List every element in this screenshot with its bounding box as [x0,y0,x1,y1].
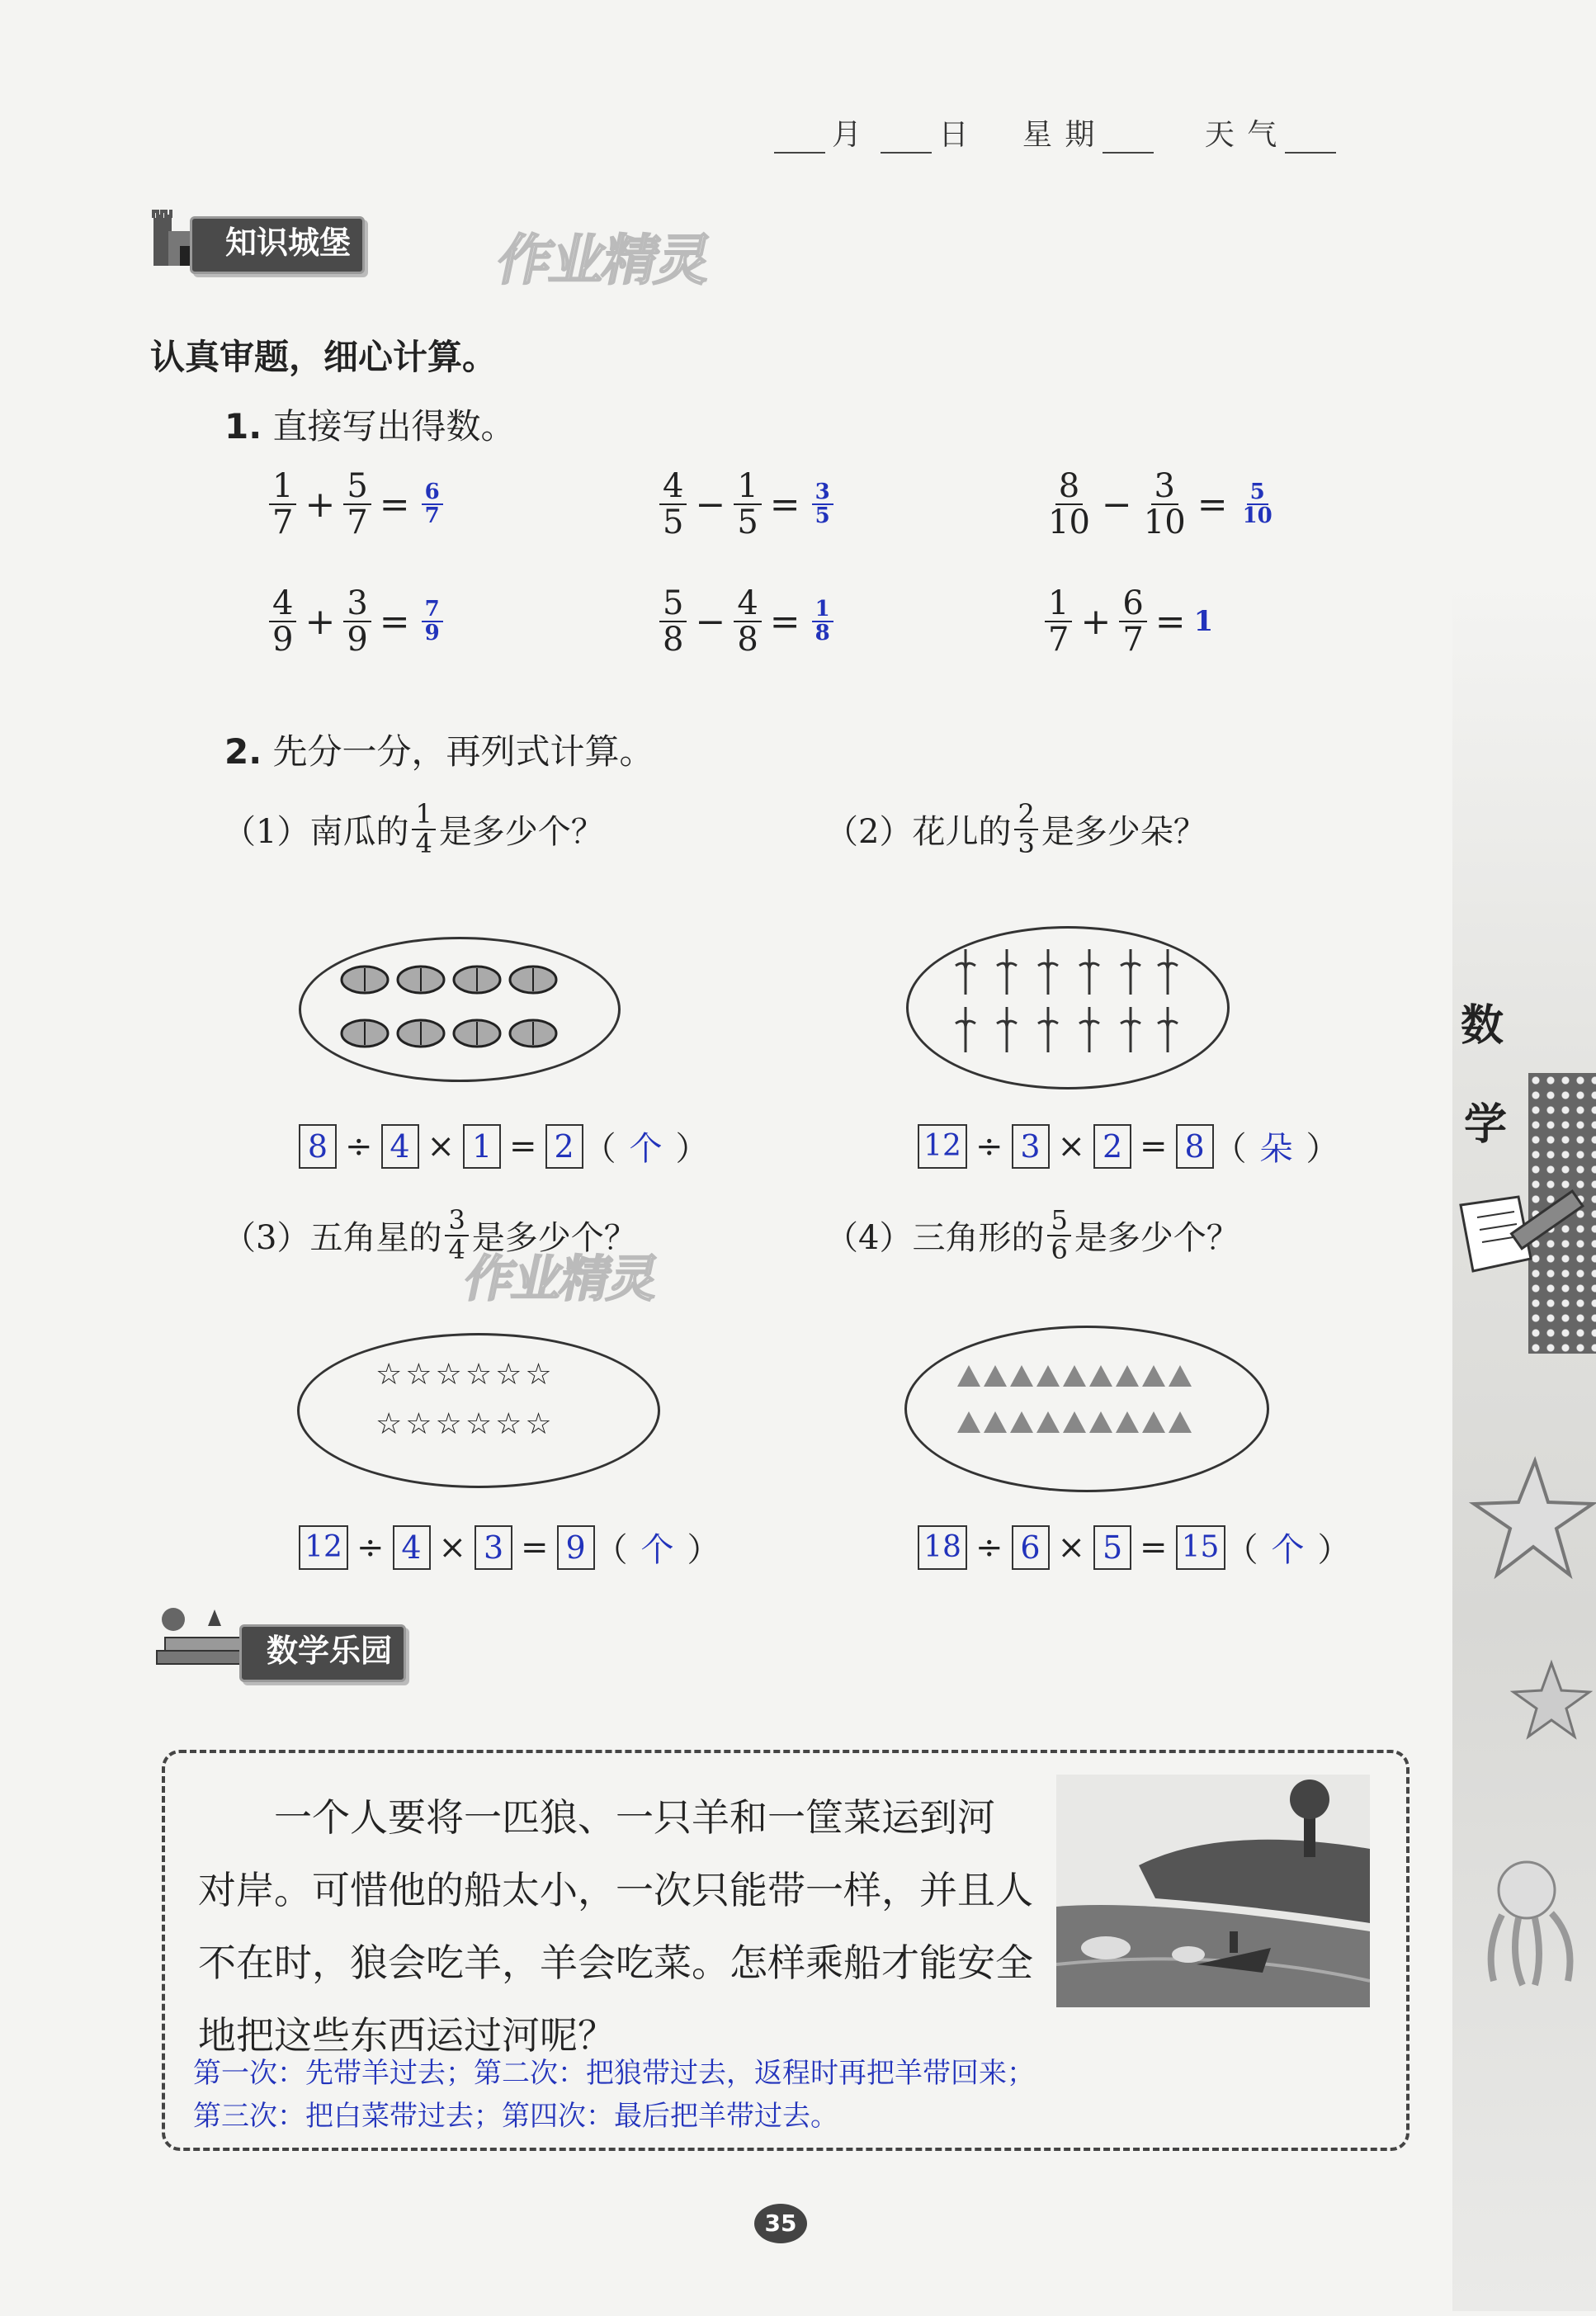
answer-box[interactable]: 5 [1093,1525,1131,1570]
star-row-2: ☆☆☆☆☆☆ [375,1407,555,1441]
answer-box[interactable]: 3 [1012,1124,1050,1169]
fraction: $\frac{3}{10}$ [1143,467,1186,541]
side-title-2: 学 [1464,1100,1508,1150]
solution-line-2: 第三次：把白菜带过去；第四次：最后把羊带过去。 [193,2100,838,2133]
question-1-text: 直接写出得数。 [272,406,516,447]
subquestion-1: （1）南瓜的 $\frac{1}{4}$ 是多少个？ [223,798,604,859]
answer: $\frac{7}{9}$ [418,598,446,645]
equation: $\frac{4}{9}$ + $\frac{3}{9}$ = $\frac{7}{9}$ [266,586,446,657]
subquestion-3: （3）五角星的 $\frac{3}{4}$ 是多少个？ [223,1204,637,1265]
answer: $\frac{1}{8}$ [809,598,837,645]
answer-box[interactable]: 8 [1176,1124,1214,1169]
side-decoration [1452,578,1596,2311]
expression-1: 8 ÷ 4 × 1 = 2 （ 个 ） [299,1123,709,1170]
question-2-number: 2. [224,731,262,772]
answer-whole: 1 [1193,605,1214,638]
fraction: $\frac{5}{7}$ [343,469,371,540]
pumpkin-icons [338,953,586,1061]
equation: $\frac{1}{7}$ + $\frac{5}{7}$ = $\frac{6}{7}$ [266,469,446,540]
date-weather-line [767,111,1343,154]
weather-label: 天 气 [1204,118,1279,152]
expression-4: 18 ÷ 6 × 5 = 15 （ 个 ） [918,1524,1351,1571]
answer-box[interactable]: 15 [1176,1525,1225,1570]
answer-box[interactable]: 8 [299,1124,337,1169]
fraction: $\frac{4}{5}$ [659,469,687,540]
unit: 个 [629,1130,663,1168]
answer-box[interactable]: 12 [918,1124,967,1169]
equation: $\frac{5}{8}$ − $\frac{4}{8}$ = $\frac{1}{8}$ [656,586,837,657]
answer-box[interactable]: 3 [475,1525,512,1570]
side-title-1: 数 [1461,1001,1504,1051]
unit: 朵 [1259,1130,1293,1168]
triangle-icons [957,1362,1221,1444]
unit: 个 [640,1531,674,1569]
river-illustration [1056,1775,1370,2007]
equation: $\frac{8}{10}$ − $\frac{3}{10}$ = $\frac{5}{10}$ [1041,469,1279,540]
answer-box[interactable]: 2 [545,1124,583,1169]
solution-text [193,2052,1365,2138]
page-number: 35 [754,2204,807,2243]
answer-box[interactable]: 12 [299,1525,348,1570]
flower-icons [949,941,1188,1065]
equation: $\frac{4}{5}$ − $\frac{1}{5}$ = $\frac{3}{5}$ [656,469,837,540]
fraction: $\frac{4}{9}$ [269,586,296,657]
expression-2: 12 ÷ 3 × 2 = 8 （ 朵 ） [918,1123,1339,1170]
question-1-title [224,399,516,449]
answer-box[interactable]: 9 [557,1525,595,1570]
answer-box[interactable]: 18 [918,1525,967,1570]
story-line-3: 不在时，狼会吃羊，羊会吃菜。怎样乘船才能安全 [198,1940,1033,1985]
subquestion-4: （4）三角形的 $\frac{5}{6}$ 是多少个？ [825,1204,1239,1265]
story-line-4: 地把这些东西运过河呢？ [198,2013,616,2058]
solution-line-1: 第一次：先带羊过去；第二次：把狼带过去，返程时再把羊带回来； [193,2057,1035,2090]
answer: $\frac{5}{10}$ [1242,479,1273,528]
answer-box[interactable]: 1 [463,1124,501,1169]
answer: $\frac{3}{5}$ [809,481,837,528]
equation: $\frac{1}{7}$ + $\frac{6}{7}$ = 1 [1041,586,1213,657]
section-banner-knowledge: 知识城堡 [190,216,365,274]
fraction: $\frac{3}{9}$ [343,586,371,657]
fraction: $\frac{5}{8}$ [659,586,687,657]
story-text [198,1781,1040,2072]
fraction: $\frac{1}{7}$ [1045,586,1072,657]
fraction: $\frac{8}{10}$ [1048,467,1090,541]
question-1-number: 1. [224,406,262,447]
section-banner-math-park: 数学乐园 [239,1624,406,1682]
starfish-icon [1469,1453,1596,1585]
expression-3: 12 ÷ 4 × 3 = 9 （ 个 ） [299,1524,720,1571]
fraction: $\frac{6}{7}$ [1119,586,1146,657]
story-line-1: 一个人要将一匹狼、一只羊和一筐菜运到河 [274,1795,995,1840]
subquestion-2: （2）花儿的 $\frac{2}{3}$ 是多少朵？ [825,798,1206,859]
question-2-text: 先分一分，再列式计算。 [272,731,654,772]
answer-box[interactable]: 2 [1093,1124,1131,1169]
fraction: $\frac{1}{7}$ [269,469,296,540]
day-label: 日 [938,118,970,152]
month-label: 月 [832,118,864,152]
answer-box[interactable]: 6 [1012,1525,1050,1570]
question-2-title [224,725,654,774]
weekday-label: 星 期 [1022,118,1097,152]
story-line-2: 对岸。可惜他的船太小，一次只能带一样，并且人 [198,1868,1033,1912]
answer-box[interactable]: 4 [393,1525,431,1570]
star-row-1: ☆☆☆☆☆☆ [375,1358,555,1392]
instruction-title: 认真审题，细心计算。 [150,337,498,377]
small-star-icon [1510,1659,1593,1742]
octopus-icon [1477,1849,1596,1989]
answer-box[interactable]: 4 [381,1124,419,1169]
watermark-middle: 作业精灵 [459,1250,663,1308]
unit: 个 [1271,1531,1305,1569]
fraction: $\frac{1}{5}$ [734,469,761,540]
fraction: $\frac{4}{8}$ [734,586,761,657]
answer: $\frac{6}{7}$ [418,481,446,528]
pencil-paper-icon [1452,1180,1593,1288]
watermark-top: 作业精灵 [491,229,716,292]
